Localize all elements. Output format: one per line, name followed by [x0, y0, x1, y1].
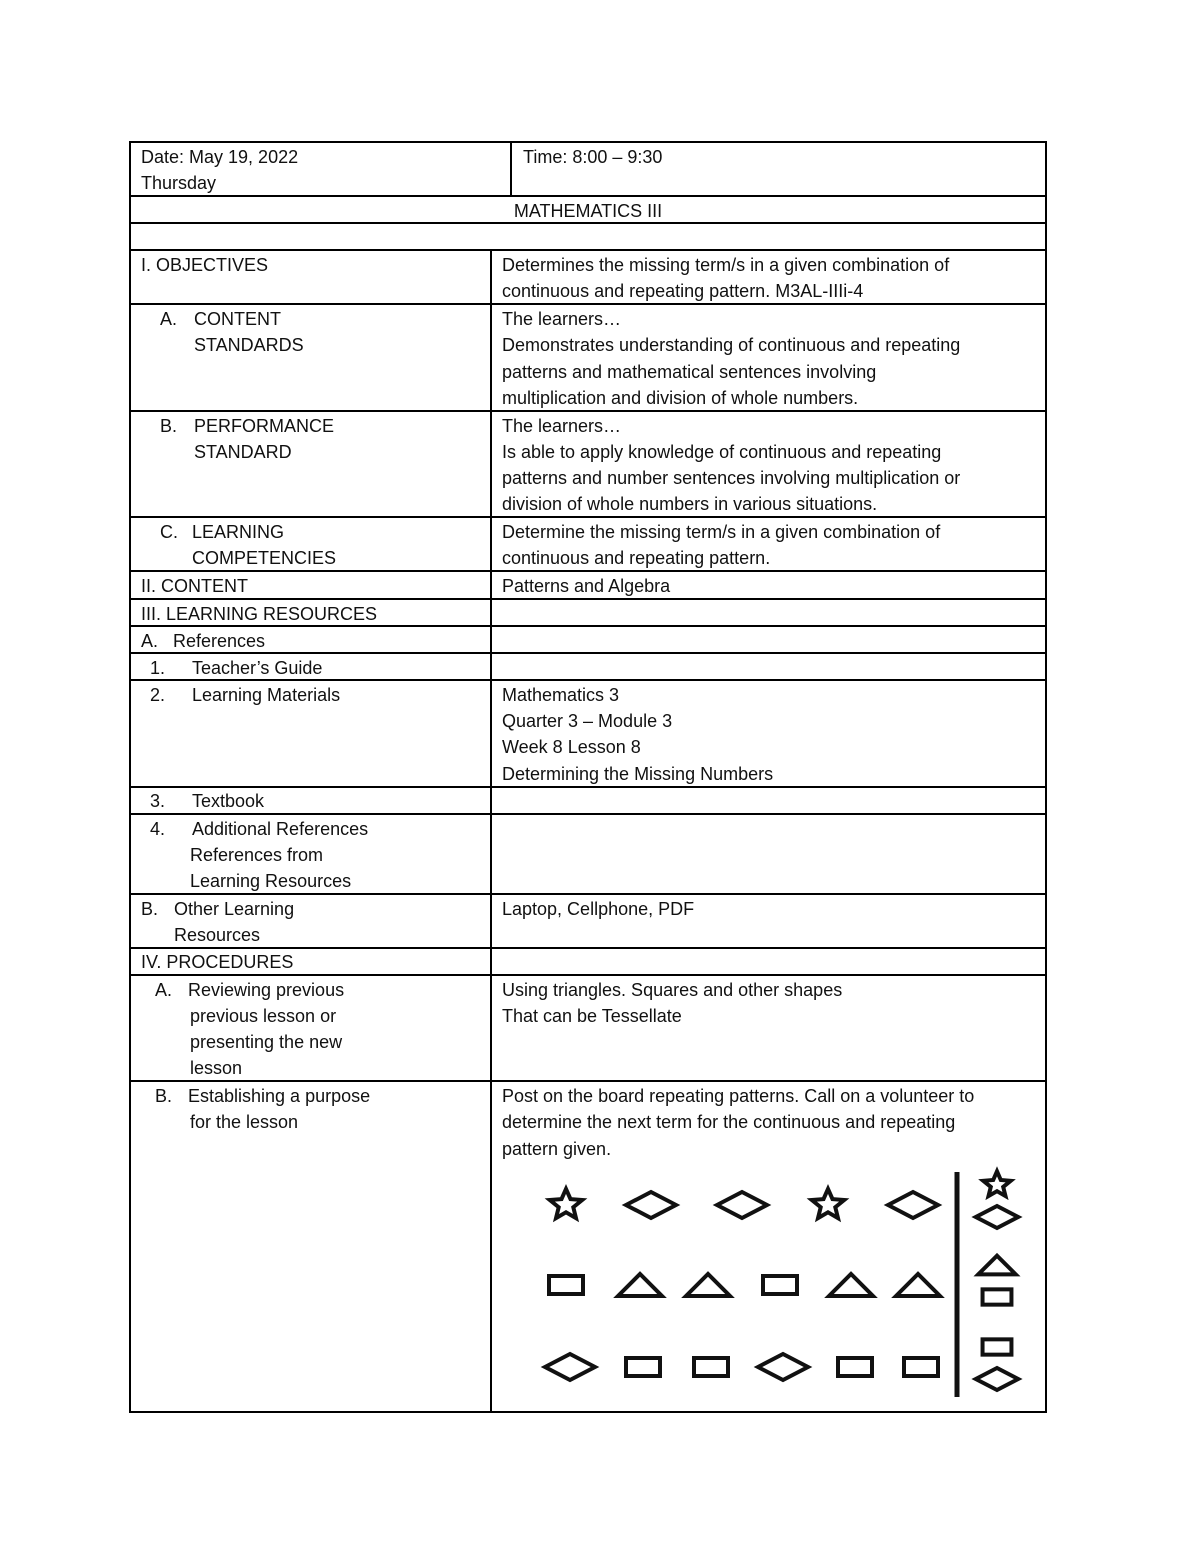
star-shape [983, 1171, 1010, 1196]
row-rule [129, 625, 1047, 627]
star-shape [550, 1189, 582, 1218]
content-text: Patterns and Algebra [502, 576, 671, 596]
date-text: Date: May 19, 2022 [141, 147, 299, 167]
subject-title: MATHEMATICS III [513, 201, 663, 221]
row-rule [129, 303, 1047, 305]
row-rule [129, 249, 1047, 251]
reviewing-text-line: Using triangles. Squares and other shapes [502, 980, 843, 1000]
content-label: II. CONTENT [141, 576, 248, 596]
performance-standard-text-line: The learners… [502, 416, 622, 436]
row-rule [129, 410, 1047, 412]
reviewing-label: previous lesson or [190, 1006, 337, 1026]
other-resources-label: Other Learning [174, 899, 295, 919]
performance-standard-marker: B. [160, 416, 178, 436]
content-standards-label: CONTENT [194, 309, 281, 329]
performance-standard-label: PERFORMANCE [194, 416, 335, 436]
reviewing-marker: A. [155, 980, 173, 1000]
other-resources-label: Resources [174, 925, 261, 945]
objectives-label: I. OBJECTIVES [141, 255, 269, 275]
time-text: Time: 8:00 – 9:30 [523, 147, 663, 167]
diamond-shape [976, 1206, 1019, 1228]
establishing-text-line: pattern given. [502, 1139, 612, 1159]
learning-competencies-marker: C. [160, 522, 178, 542]
learning-competencies-label: LEARNING [192, 522, 285, 542]
procedures-label: IV. PROCEDURES [141, 952, 294, 972]
square-shape [983, 1289, 1012, 1304]
triangle-shape [978, 1256, 1015, 1275]
row-rule [129, 786, 1047, 788]
textbook-label: Textbook [192, 791, 265, 811]
learning-materials-text-line: Determining the Missing Numbers [502, 764, 774, 784]
day-text: Thursday [141, 173, 217, 193]
content-standards-marker: A. [160, 309, 178, 329]
row-rule [129, 516, 1047, 518]
diamond-shape [758, 1354, 808, 1380]
objectives-text-line: Determines the missing term/s in a given combination of [502, 255, 950, 275]
establishing-text-line: determine the next term for the continuous and repeating [502, 1112, 956, 1132]
learning-materials-label: Learning Materials [192, 685, 341, 705]
additional-references-label: References from [190, 845, 324, 865]
square-shape [763, 1276, 797, 1294]
establishing-text-line: Post on the board repeating patterns. Call on a volunteer to [502, 1086, 975, 1106]
reviewing-label: Reviewing previous [188, 980, 345, 1000]
performance-standard-text-line: Is able to apply knowledge of continuous and repeating [502, 442, 942, 462]
establishing-label: for the lesson [190, 1112, 299, 1132]
learning-materials-text-line: Quarter 3 – Module 3 [502, 711, 673, 731]
additional-references-marker: 4. [150, 819, 166, 839]
row-rule [129, 652, 1047, 654]
learning-competencies-text-line: continuous and repeating pattern. [502, 548, 771, 568]
teachers-guide-marker: 1. [150, 658, 166, 678]
diamond-shape [545, 1354, 595, 1380]
learning-materials-text-line: Week 8 Lesson 8 [502, 737, 641, 757]
teachers-guide-label: Teacher’s Guide [192, 658, 323, 678]
square-shape [904, 1358, 938, 1376]
learning-competencies-text-line: Determine the missing term/s in a given combination of [502, 522, 941, 542]
row-rule [129, 570, 1047, 572]
diamond-shape [888, 1192, 938, 1218]
triangle-shape [829, 1274, 873, 1296]
triangle-shape [896, 1274, 940, 1296]
row-rule [129, 598, 1047, 600]
triangle-shape [618, 1274, 662, 1296]
learning-materials-text-line: Mathematics 3 [502, 685, 620, 705]
square-shape [983, 1339, 1012, 1354]
learning-materials-marker: 2. [150, 685, 166, 705]
other-resources-text: Laptop, Cellphone, PDF [502, 899, 695, 919]
learning-resources-label: III. LEARNING RESOURCES [141, 604, 378, 624]
other-resources-marker: B. [141, 899, 159, 919]
objectives-text-line: continuous and repeating pattern. M3AL-IIIi-4 [502, 281, 864, 301]
row-rule [129, 1080, 1047, 1082]
square-shape [694, 1358, 728, 1376]
reviewing-text-line: That can be Tessellate [502, 1006, 682, 1026]
textbook-marker: 3. [150, 791, 166, 811]
additional-references-label: Learning Resources [190, 871, 352, 891]
row-rule [129, 679, 1047, 681]
establishing-marker: B. [155, 1086, 173, 1106]
star-shape [812, 1189, 844, 1218]
performance-standard-text-line: division of whole numbers in various situations. [502, 494, 878, 514]
performance-standard-text-line: patterns and number sentences involving multiplication or [502, 468, 961, 488]
performance-standard-label: STANDARD [194, 442, 292, 462]
content-standards-text-line: multiplication and division of whole numbers. [502, 388, 859, 408]
square-shape [838, 1358, 872, 1376]
diamond-shape [626, 1192, 676, 1218]
row-rule [129, 893, 1047, 895]
triangle-shape [686, 1274, 730, 1296]
learning-competencies-label: COMPETENCIES [192, 548, 337, 568]
content-standards-text-line: patterns and mathematical sentences involving [502, 362, 877, 382]
row-rule [129, 222, 1047, 224]
header-divider [510, 141, 512, 196]
establishing-label: Establishing a purpose [188, 1086, 371, 1106]
diamond-shape [717, 1192, 767, 1218]
references-label: References [173, 631, 266, 651]
content-standards-text-line: The learners… [502, 309, 622, 329]
reviewing-label: presenting the new [190, 1032, 343, 1052]
diamond-shape [976, 1368, 1019, 1390]
row-rule [129, 195, 1047, 197]
content-standards-text-line: Demonstrates understanding of continuous and repeating [502, 335, 961, 355]
references-marker: A. [141, 631, 159, 651]
content-standards-label: STANDARDS [194, 335, 304, 355]
column-divider [490, 249, 492, 1413]
square-shape [626, 1358, 660, 1376]
row-rule [129, 813, 1047, 815]
reviewing-label: lesson [190, 1058, 243, 1078]
square-shape [549, 1276, 583, 1294]
repeating-patterns-figure [520, 1160, 1040, 1405]
row-rule [129, 974, 1047, 976]
additional-references-label: Additional References [192, 819, 369, 839]
